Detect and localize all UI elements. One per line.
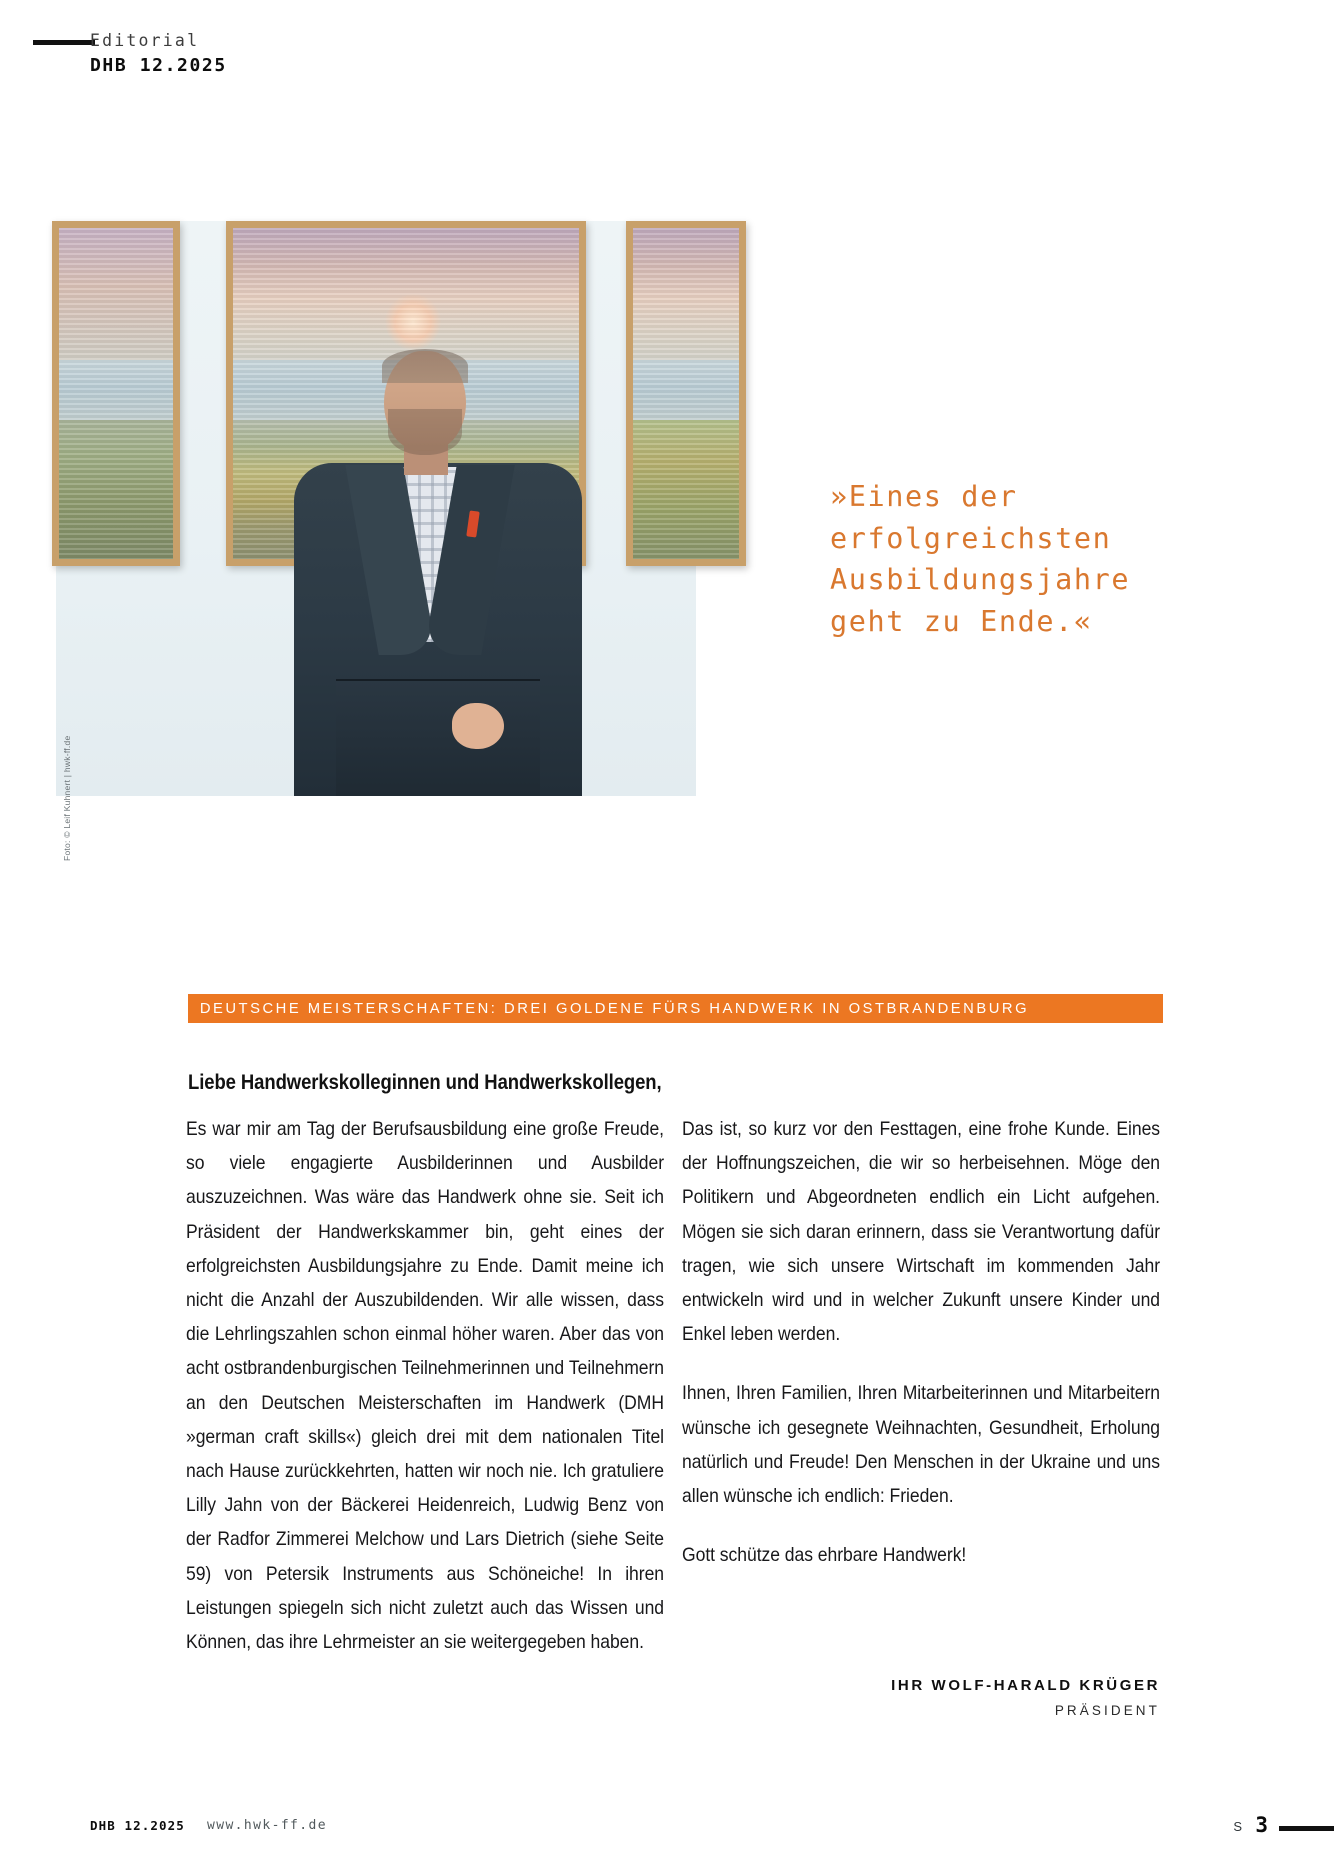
painting-right (626, 221, 746, 566)
issue-label: DHB 12.2025 (90, 55, 227, 77)
signature-block (682, 1675, 1160, 1723)
section-kicker: Editorial (90, 31, 200, 50)
editorial-photo (56, 221, 696, 861)
signature-name: IHR WOLF-HARALD KRÜGER (891, 1677, 1160, 1694)
footer-rule (1279, 1826, 1334, 1831)
paragraph: Es war mir am Tag der Berufsausbildung eine große Freude, so viele engagierte Ausbilderinnen und Ausbilder auszuzeichnen. Was wäre das Handwerk ohne sie. Seit ich Präsident der Handwerkskammer bin, geht eines der erfolgreichsten Ausbildungsjahre zu Ende. Damit meine ich nicht die Anzahl der Auszubildenden. Wir alle wissen, dass die Lehrlingszahlen schon einmal höher waren. Aber das von acht ostbrandenburgischen Teilnehmerinnen und Teilnehmern an den Deutschen Meisterschaften im Handwerk (DMH »german craft skills«) gleich drei mit dem nationalen Titel nach Hause zurückkehrten, hatten wir noch nie. Ich gratuliere Lilly Jahn von der Bäckerei Heidenreich, Ludwig Benz von der Radfor Zimmerei Melchow und Lars Dietrich (siehe Seite 59) von Petersik Instruments aus Schöneiche! In ihren Leistungen spiegeln sich nicht zuletzt auch das Wissen und Können, das ihre Lehrmeister an sie weitergegeben haben. (186, 1118, 665, 1654)
painting-left (52, 221, 180, 566)
paragraph: Das ist, so kurz vor den Festtagen, eine frohe Kunde. Eines der Hoffnungszeichen, die wir so herbeisehnen. Möge den Politikern und Abgeordneten endlich ein Licht aufgehen. Mögen sie sich daran erinnern, dass sie Verantwortung dafür tragen, wie sich unsere Wirtschaft im kommenden Jahr entwickeln wird und in welcher Zukunft unsere Kinder und Enkel leben werden. (682, 1118, 1161, 1346)
pull-quote-line-2: erfolgreichsten (830, 521, 1112, 555)
subject-hair (382, 349, 468, 383)
page-footer (0, 1813, 1326, 1858)
subject-hand (452, 703, 504, 749)
masthead (0, 30, 1326, 100)
topic-banner (188, 994, 1163, 1023)
painting-canvas (59, 228, 173, 559)
topic-banner-label: DEUTSCHE MEISTERSCHAFTEN: DREI GOLDENE FÜRS HANDWERK IN OSTBRANDENBURG (199, 1000, 1030, 1017)
salutation: Liebe Handwerkskolleginnen und Handwerkskollegen, (188, 1070, 662, 1095)
masthead-rule (33, 40, 95, 45)
subject-beard (388, 409, 462, 455)
pull-quote-line-1: »Eines der (830, 480, 1018, 513)
painting-texture (633, 228, 739, 559)
painting-canvas (633, 228, 739, 559)
paragraph: Gott schütze das ehrbare Handwerk! (682, 1544, 967, 1567)
footer-page-number: 3 (1255, 1813, 1268, 1837)
signature-role: PRÄSIDENT (1054, 1702, 1160, 1718)
subject-trousers (336, 681, 540, 796)
pull-quote-line-3: Ausbildungsjahre (830, 563, 1131, 596)
pull-quote (830, 476, 1300, 642)
body-column-right (682, 1112, 1160, 1572)
footer-website-url[interactable]: www.hwk-ff.de (207, 1818, 327, 1833)
paragraph: Ihnen, Ihren Familien, Ihren Mitarbeiterinnen und Mitarbeitern wünsche ich gesegnete Weihnachten, Gesundheit, Erholung natürlich und Freude! Den Menschen in der Ukraine und uns allen wünsche ich endlich: Frieden. (682, 1382, 1161, 1508)
pull-quote-line-4: geht zu Ende.« (830, 604, 1093, 638)
painting-texture (59, 228, 173, 559)
photo-credit: Foto: © Leif Kuhnert | hwk-ff.de (62, 735, 72, 861)
portrait-subject (288, 351, 588, 796)
masthead-text-group (90, 30, 227, 79)
footer-issue-label: DHB 12.2025 (90, 1818, 185, 1833)
body-column-left (186, 1112, 664, 1659)
footer-page-prefix: S (1233, 1819, 1243, 1834)
